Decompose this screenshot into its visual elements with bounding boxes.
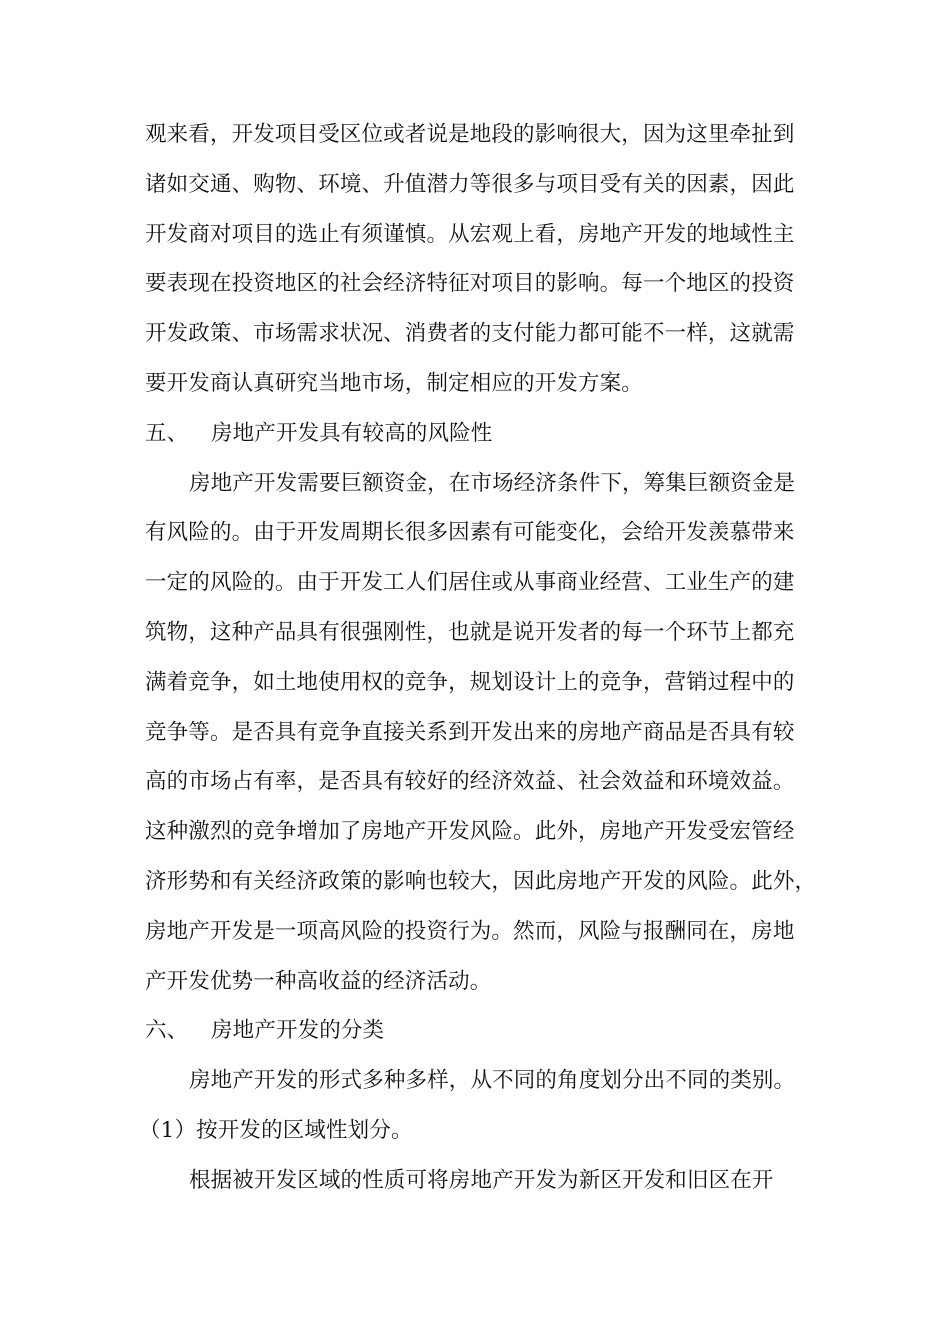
section-title: 房地产开发的分类 bbox=[211, 1018, 385, 1044]
text-line: 这种激烈的竞争增加了房地产开发风险。此外，房地产开发受宏管经 bbox=[145, 819, 795, 845]
text-line: 高的市场占有率，是否具有较好的经济效益、社会效益和环境效益。 bbox=[145, 769, 795, 795]
text-line: 开发政策、市场需求状况、消费者的支付能力都可能不一样，这就需 bbox=[145, 321, 795, 347]
text-line: 竞争等。是否具有竞争直接关系到开发出来的房地产商品是否具有较 bbox=[145, 719, 795, 745]
text-line: 房地产开发的形式多种多样，从不同的角度划分出不同的类别。 bbox=[189, 1068, 796, 1094]
text-line: 济形势和有关经济政策的影响也较大，因此房地产开发的风险。此外， bbox=[145, 868, 817, 894]
text-line: 要表现在投资地区的社会经济特征对项目的影响。每一个地区的投资 bbox=[145, 271, 795, 297]
text-line: 根据被开发区域的性质可将房地产开发为新区开发和旧区在开 bbox=[189, 1167, 774, 1193]
text-line: 房地产开发是一项高风险的投资行为。然而，风险与报酬同在，房地 bbox=[145, 918, 795, 944]
text-line: 观来看，开发项目受区位或者说是地段的影响很大，因为这里牵扯到 bbox=[145, 122, 795, 147]
text-line: 一定的风险的。由于开发工人们居住或从事商业经营、工业生产的建 bbox=[145, 570, 795, 596]
section-heading-5 bbox=[145, 409, 810, 459]
text-line: 产开发优势一种高收益的经济活动。 bbox=[145, 968, 492, 994]
text-line: 筑物，这种产品具有很强刚性，也就是说开发者的每一个环节上都充 bbox=[145, 619, 795, 645]
section-number: 六、 bbox=[145, 1018, 189, 1044]
document-page bbox=[139, 110, 817, 1206]
section-number: 五、 bbox=[145, 420, 189, 446]
subsection-heading: （1）按开发的区域性划分。 bbox=[139, 1117, 413, 1143]
text-line: 开发商对项目的选止有须谨慎。从宏观上看，房地产开发的地域性主 bbox=[145, 221, 795, 247]
text-line: 有风险的。由于开发周期长很多因素有可能变化，会给开发羡慕带来 bbox=[145, 520, 795, 546]
section-heading-6 bbox=[145, 1006, 810, 1056]
text-line: 满着竞争，如土地使用权的竞争，规划设计上的竞争，营销过程中的 bbox=[145, 669, 795, 695]
text-line: 房地产开发需要巨额资金，在市场经济条件下，筹集巨额资金是 bbox=[189, 470, 796, 496]
section-title: 房地产开发具有较高的风险性 bbox=[211, 420, 493, 446]
text-line: 要开发商认真研究当地市场，制定相应的开发方案。 bbox=[145, 370, 643, 396]
text-line: 诸如交通、购物、环境、升值潜力等很多与项目受有关的因素，因此 bbox=[145, 171, 795, 197]
